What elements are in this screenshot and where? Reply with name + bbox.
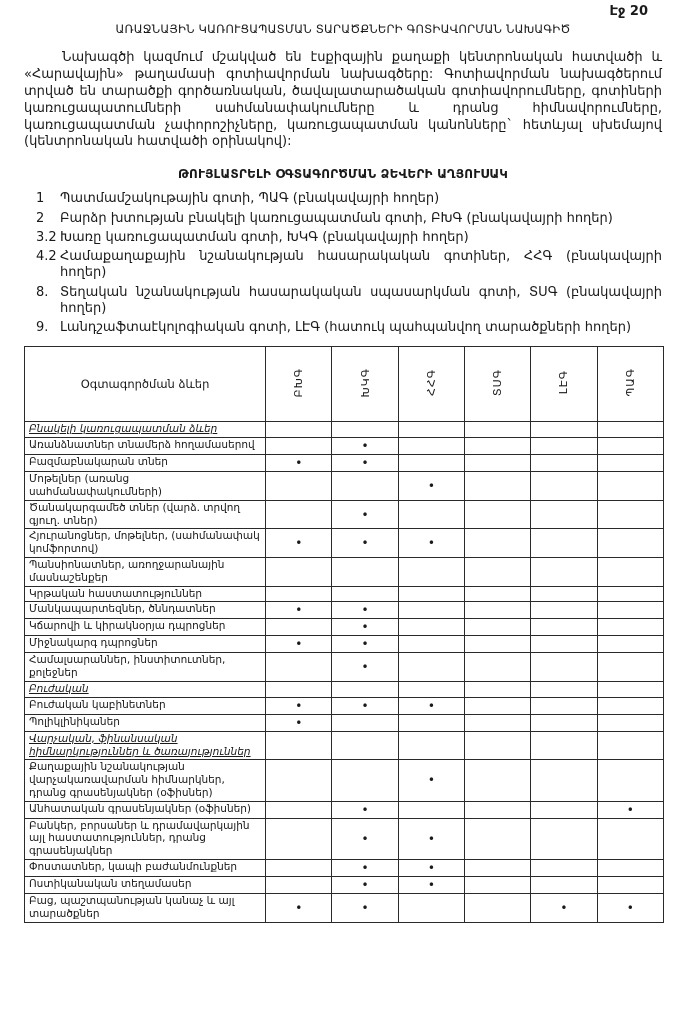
allowed-dot-cell: •: [332, 818, 398, 859]
allowed-dot-cell: •: [597, 894, 663, 923]
usage-form-label: Ծանակարգամեծ տներ (վարձ. տրվող գյուղ. տներ): [25, 500, 266, 529]
allowed-dot-cell: •: [266, 697, 332, 714]
zone-column-header: [597, 347, 663, 422]
allowed-dot-cell: •: [332, 602, 398, 619]
allowed-dot-cell: •: [332, 636, 398, 653]
empty-cell: [465, 681, 531, 697]
table-row: [25, 500, 664, 529]
table-row: [25, 636, 664, 653]
empty-cell: [398, 500, 464, 529]
zone-code-label: ԲԽԳ: [292, 367, 306, 398]
section-row: [25, 681, 664, 697]
usage-form-label: Առանձնատներ տնամերձ հողամասերով: [25, 438, 266, 455]
empty-cell: [332, 422, 398, 438]
empty-cell: [597, 731, 663, 760]
usage-form-label: Միջնակարգ դպրոցներ: [25, 636, 266, 653]
usage-forms-header: Օգտագործման ձևեր: [25, 347, 266, 422]
zone-list-item: [24, 249, 662, 282]
table-row: [25, 455, 664, 472]
empty-cell: [398, 894, 464, 923]
allowed-dot-cell: •: [332, 801, 398, 818]
empty-cell: [465, 760, 531, 801]
zones-list: [24, 191, 662, 336]
table-row: [25, 894, 664, 923]
empty-cell: [398, 602, 464, 619]
allowed-dot-cell: •: [332, 438, 398, 455]
empty-cell: [597, 818, 663, 859]
zone-list-item: [24, 211, 662, 227]
empty-cell: [465, 714, 531, 731]
document-title: ԱՌԱՋՆԱՅԻՆ ԿԱՌՈՒՑԱՊԱՏՄԱՆ ՏԱՐԱԾՔՆԵՐԻ ԳՈՏԻԱՎՈՐՄԱՆ ՆԱԽԱԳԻԾ: [115, 22, 571, 36]
empty-cell: [597, 619, 663, 636]
empty-cell: [266, 653, 332, 682]
empty-cell: [332, 586, 398, 602]
empty-cell: [531, 653, 597, 682]
empty-cell: [465, 472, 531, 501]
zone-item-text: Պատմամշակութային գոտի, ՊԱԳ (բնակավայրի հողեր): [60, 191, 440, 207]
empty-cell: [597, 422, 663, 438]
zone-item-number: 2: [36, 210, 45, 226]
empty-cell: [465, 860, 531, 877]
zone-column-header: [465, 347, 531, 422]
usage-form-label: Պոլիկլինիկաներ: [25, 714, 266, 731]
table-row: [25, 438, 664, 455]
usage-form-label: Փոստատներ, կապի բաժանմունքներ: [25, 860, 266, 877]
empty-cell: [597, 760, 663, 801]
zone-item-text: Բարձր խտության բնակելի կառուցապատման գոտի, ԲԽԳ (բնակավայրի հողեր): [60, 210, 613, 226]
zone-code-label: ՏՍԳ: [491, 368, 505, 396]
allowed-dot-cell: •: [398, 818, 464, 859]
empty-cell: [597, 860, 663, 877]
empty-cell: [597, 472, 663, 501]
empty-cell: [531, 697, 597, 714]
allowed-dot-cell: •: [332, 529, 398, 558]
usage-table-body: [25, 422, 664, 922]
zone-list-item: [24, 230, 662, 246]
allowed-dot-cell: •: [332, 697, 398, 714]
empty-cell: [332, 557, 398, 586]
allowed-dot-cell: •: [332, 894, 398, 923]
empty-cell: [266, 877, 332, 894]
usage-form-label: Կճարովի և կիրակնօրյա դպրոցներ: [25, 619, 266, 636]
usage-form-label: Բուժական կաբինետներ: [25, 697, 266, 714]
empty-cell: [531, 877, 597, 894]
zone-column-header: [266, 347, 332, 422]
usage-form-label: Վարչական, ֆինանսական հիմնարկություններ և ծառայություններ: [25, 731, 266, 760]
empty-cell: [332, 472, 398, 501]
zone-item-text: Համաքաղաքային նշանակության հասարակական գոտիներ, ՀՀԳ (բնակավայրի հողեր): [60, 249, 662, 281]
empty-cell: [266, 731, 332, 760]
table-row: [25, 619, 664, 636]
usage-form-label: Պանսիոնատներ, առողջարանային մասնաշենքեր: [25, 557, 266, 586]
empty-cell: [465, 801, 531, 818]
table-row: [25, 557, 664, 586]
allowed-dot-cell: •: [398, 697, 464, 714]
empty-cell: [398, 801, 464, 818]
table-title: ԹՈՒՅԼԱՏՐԵԼԻ ՕԳՏԱԳՈՐԾՄԱՆ ՁԵՎԵՐԻ ԱՂՅՈՒՍԱԿ: [177, 167, 509, 182]
usage-form-label: Ոստիկանական տեղամասեր: [25, 877, 266, 894]
empty-cell: [531, 681, 597, 697]
empty-cell: [266, 760, 332, 801]
table-row: [25, 472, 664, 501]
allowed-dot-cell: •: [332, 877, 398, 894]
table-row: [25, 653, 664, 682]
allowed-dot-cell: •: [332, 653, 398, 682]
empty-cell: [531, 422, 597, 438]
table-row: [25, 529, 664, 558]
empty-cell: [398, 681, 464, 697]
allowed-dot-cell: •: [531, 894, 597, 923]
zone-item-number: 4.2: [36, 249, 57, 265]
empty-cell: [531, 860, 597, 877]
allowed-dot-cell: •: [398, 760, 464, 801]
section-row: [25, 422, 664, 438]
empty-cell: [597, 714, 663, 731]
zone-item-number: 9.: [36, 320, 49, 336]
empty-cell: [597, 636, 663, 653]
empty-cell: [531, 801, 597, 818]
empty-cell: [465, 697, 531, 714]
empty-cell: [332, 731, 398, 760]
empty-cell: [266, 860, 332, 877]
empty-cell: [465, 818, 531, 859]
empty-cell: [398, 455, 464, 472]
empty-cell: [597, 602, 663, 619]
empty-cell: [398, 438, 464, 455]
empty-cell: [398, 636, 464, 653]
zone-item-number: 8.: [36, 284, 49, 300]
allowed-dot-cell: •: [332, 619, 398, 636]
empty-cell: [531, 731, 597, 760]
empty-cell: [531, 438, 597, 455]
empty-cell: [398, 422, 464, 438]
allowed-dot-cell: •: [332, 860, 398, 877]
empty-cell: [531, 500, 597, 529]
usage-form-label: Հյուրանոցներ, մոթելներ, (սահմանափակ կոմֆորտով): [25, 529, 266, 558]
zone-item-number: 3.2: [36, 229, 57, 245]
empty-cell: [465, 636, 531, 653]
empty-cell: [465, 877, 531, 894]
zone-list-item: [24, 191, 662, 207]
empty-cell: [266, 681, 332, 697]
allowed-dot-cell: •: [398, 472, 464, 501]
allowed-dot-cell: •: [266, 455, 332, 472]
table-row: [25, 818, 664, 859]
zone-list-item: [24, 320, 662, 336]
empty-cell: [465, 653, 531, 682]
table-row: [25, 801, 664, 818]
empty-cell: [465, 455, 531, 472]
empty-cell: [531, 636, 597, 653]
empty-cell: [266, 619, 332, 636]
table-row: [25, 760, 664, 801]
page-number: Էջ 20: [609, 4, 648, 19]
usage-form-label: Մոթելներ (առանց սահմանափակումների): [25, 472, 266, 501]
section-row: [25, 731, 664, 760]
allowed-dot-cell: •: [266, 714, 332, 731]
usage-form-label: Քաղաքային նշանակության վարչակառավարման հիմնարկներ, դրանց գրասենյակներ (օֆիսներ): [25, 760, 266, 801]
zone-item-text: Լանդշաֆտաէկոլոգիական գոտի, ԼԷԳ (հատուկ պահպանվող տարածքների հողեր): [60, 320, 632, 336]
usage-form-label: Անհատական գրասենյակներ (օֆիսներ): [25, 801, 266, 818]
empty-cell: [465, 586, 531, 602]
empty-cell: [398, 557, 464, 586]
empty-cell: [465, 529, 531, 558]
empty-cell: [531, 557, 597, 586]
empty-cell: [597, 438, 663, 455]
allowed-dot-cell: •: [398, 860, 464, 877]
empty-cell: [398, 731, 464, 760]
empty-cell: [266, 801, 332, 818]
table-row: [25, 877, 664, 894]
zone-item-number: 1: [36, 191, 45, 207]
allowed-dot-cell: •: [398, 529, 464, 558]
allowed-dot-cell: •: [332, 455, 398, 472]
usage-form-label: Կրթական հաստատություններ: [25, 586, 266, 602]
empty-cell: [266, 557, 332, 586]
usage-form-label: Համալսարաններ, ինստիտուտներ, քոլեջներ: [25, 653, 266, 682]
empty-cell: [531, 472, 597, 501]
empty-cell: [465, 731, 531, 760]
intro-paragraph: Նախագծի կազմում մշակված են էսքիզային քաղաքի կենտրոնական հատվածի և «Հարավային» թաղամասի գոտիավորման նախագծերը: Գոտիավորման նախագծերում տրված են տարածքի գործառնական, ծավալատարածական գոտիավորումները, գոտիների կառուցապատումների սահմանափակումները և դրանց հիմնավորումները, կառուցապատման չափորոշիչները, կառուցապատման կանոնները` հետևյալ սխեմայով (կենտրոնական հատվածի օրինակով):: [24, 50, 662, 150]
empty-cell: [597, 681, 663, 697]
empty-cell: [531, 818, 597, 859]
table-row: [25, 586, 664, 602]
empty-cell: [398, 619, 464, 636]
zone-column-header: [531, 347, 597, 422]
empty-cell: [465, 619, 531, 636]
table-row: [25, 860, 664, 877]
empty-cell: [597, 529, 663, 558]
allowed-dot-cell: •: [332, 500, 398, 529]
empty-cell: [465, 894, 531, 923]
allowed-dot-cell: •: [266, 602, 332, 619]
empty-cell: [597, 653, 663, 682]
zone-code-label: ՊԱԳ: [623, 368, 637, 397]
permitted-use-table: [24, 346, 664, 922]
zone-code-label: ԼԷԳ: [557, 370, 571, 395]
empty-cell: [398, 586, 464, 602]
empty-cell: [266, 500, 332, 529]
empty-cell: [465, 557, 531, 586]
zone-code-label: ՀՀԳ: [424, 368, 438, 396]
table-row: [25, 714, 664, 731]
table-row: [25, 602, 664, 619]
empty-cell: [597, 586, 663, 602]
allowed-dot-cell: •: [266, 529, 332, 558]
zone-item-text: Խառը կառուցապատման գոտի, ԽԿԳ (բնակավայրի հողեր): [60, 229, 469, 245]
empty-cell: [266, 422, 332, 438]
empty-cell: [531, 586, 597, 602]
empty-cell: [266, 438, 332, 455]
allowed-dot-cell: •: [398, 877, 464, 894]
empty-cell: [597, 877, 663, 894]
empty-cell: [597, 557, 663, 586]
usage-form-label: Բանկեր, բորսաներ և դրամավարկային այլ հաստատություններ, դրանց գրասենյակներ: [25, 818, 266, 859]
zone-header-row: [25, 347, 664, 422]
empty-cell: [332, 681, 398, 697]
empty-cell: [398, 714, 464, 731]
empty-cell: [531, 760, 597, 801]
empty-cell: [266, 586, 332, 602]
empty-cell: [531, 714, 597, 731]
empty-cell: [465, 602, 531, 619]
zone-list-item: [24, 285, 662, 318]
empty-cell: [266, 818, 332, 859]
empty-cell: [531, 529, 597, 558]
empty-cell: [465, 438, 531, 455]
allowed-dot-cell: •: [266, 894, 332, 923]
usage-form-label: Բուժական: [25, 681, 266, 697]
usage-form-label: Բնակելի կառուցապատման ձևեր: [25, 422, 266, 438]
empty-cell: [465, 422, 531, 438]
zone-column-header: [332, 347, 398, 422]
empty-cell: [531, 455, 597, 472]
empty-cell: [597, 500, 663, 529]
usage-form-label: Մանկապարտեզներ, ծննդատներ: [25, 602, 266, 619]
empty-cell: [597, 697, 663, 714]
zone-item-text: Տեղական նշանակության հասարակական սպասարկման գոտի, ՏՍԳ (բնակավայրի հողեր): [60, 284, 662, 316]
zone-column-header: [398, 347, 464, 422]
empty-cell: [332, 714, 398, 731]
empty-cell: [531, 619, 597, 636]
empty-cell: [332, 760, 398, 801]
usage-form-label: Բազմաբնակարան տներ: [25, 455, 266, 472]
allowed-dot-cell: •: [597, 801, 663, 818]
empty-cell: [266, 472, 332, 501]
zone-code-label: ԽԿԳ: [358, 367, 372, 398]
allowed-dot-cell: •: [266, 636, 332, 653]
table-row: [25, 697, 664, 714]
empty-cell: [531, 602, 597, 619]
empty-cell: [465, 500, 531, 529]
empty-cell: [597, 455, 663, 472]
usage-form-label: Բաց, պաշտպանության կանաչ և այլ տարածքներ: [25, 894, 266, 923]
empty-cell: [398, 653, 464, 682]
